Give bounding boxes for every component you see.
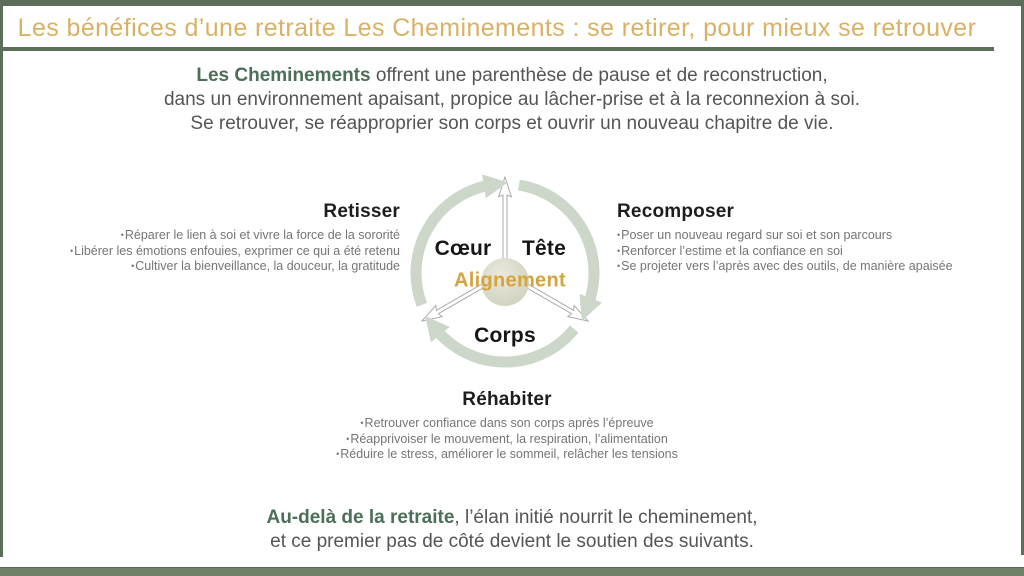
frame-top-border — [0, 0, 1024, 6]
section-rehabiter-title: Réhabiter — [462, 389, 552, 410]
page-title: Les bénéfices d’une retraite Les Cheminements : se retirer, pour mieux se retrouver — [17, 14, 977, 42]
closing-line-2: et ce premier pas de côté devient le soutien des suivants. — [270, 531, 754, 552]
bottom-accent-bar — [0, 567, 1024, 576]
closing-line-1 — [0, 506, 1024, 530]
bullet-text: Poser un nouveau regard sur soi et son parcours — [621, 228, 893, 242]
bullet-dot: • — [346, 433, 350, 444]
bullet-dot: • — [617, 230, 621, 240]
bullet-text: Se projeter vers l’après avec des outils, de manière apaisée — [621, 259, 953, 273]
bullet-dot: • — [617, 261, 621, 271]
bullet-item — [20, 244, 400, 260]
bullet-dot: • — [69, 245, 74, 256]
section-recomposer — [617, 201, 1012, 275]
bullet-dot: • — [336, 449, 340, 459]
intro-line-2: dans un environnement apaisant, propice au lâcher-prise et à la reconnexion à soi. — [163, 89, 861, 110]
intro-highlight: Les Cheminements — [196, 65, 371, 86]
intro-paragraph — [0, 64, 1024, 136]
section-recomposer-title: Recomposer — [617, 201, 735, 222]
intro-line-1-rest: offrent une parenthèse de pause et de reconstruction, — [370, 65, 828, 86]
bullet-dot: • — [360, 418, 364, 428]
bullet-text: Libérer les émotions enfouies, exprimer ce qui a été retenu — [74, 243, 400, 258]
bullet-dot: • — [131, 261, 135, 271]
bullet-item — [257, 416, 757, 432]
bullet-item — [20, 228, 400, 244]
bullet-item — [617, 259, 1012, 275]
bullet-item — [617, 244, 1012, 260]
closing-highlight: Au-delà de la retraite — [266, 507, 455, 528]
bullet-item — [20, 259, 400, 275]
section-retisser — [20, 201, 400, 275]
bullet-dot: • — [120, 230, 124, 240]
alignment-cycle-diagram — [395, 160, 625, 388]
section-retisser-title: Retisser — [323, 201, 400, 222]
bullet-item — [257, 432, 757, 448]
bullet-text: Cultiver la bienveillance, la douceur, la gratitude — [135, 259, 400, 273]
diagram-node-corps: Corps — [474, 324, 536, 347]
closing-paragraph — [0, 506, 1024, 554]
diagram-center-label: Alignement — [454, 269, 566, 292]
bullet-text: Réparer le lien à soi et vivre la force de la sororité — [124, 228, 400, 242]
section-rehabiter — [257, 389, 757, 463]
title-underline — [0, 47, 994, 51]
bullet-item — [617, 228, 1012, 244]
bullet-text: Réduire le stress, améliorer le sommeil, relâcher les tensions — [340, 447, 678, 461]
diagram-node-tete: Tête — [522, 237, 566, 260]
bullet-text: Retrouver confiance dans son corps après l’épreuve — [364, 416, 654, 430]
bullet-text: Renforcer l’estime et la confiance en soi — [621, 243, 843, 258]
bullet-dot: • — [617, 245, 621, 256]
diagram-node-coeur: Cœur — [434, 237, 492, 260]
bullet-text: Réapprivoiser le mouvement, la respiration, l’alimentation — [350, 431, 668, 446]
intro-line-3: Se retrouver, se réapproprier son corps et ouvrir un nouveau chapitre de vie. — [190, 113, 834, 134]
intro-line-1 — [0, 64, 1024, 88]
bullet-item — [257, 447, 757, 463]
closing-line-1-rest: , l’élan initié nourrit le cheminement, — [454, 507, 758, 528]
